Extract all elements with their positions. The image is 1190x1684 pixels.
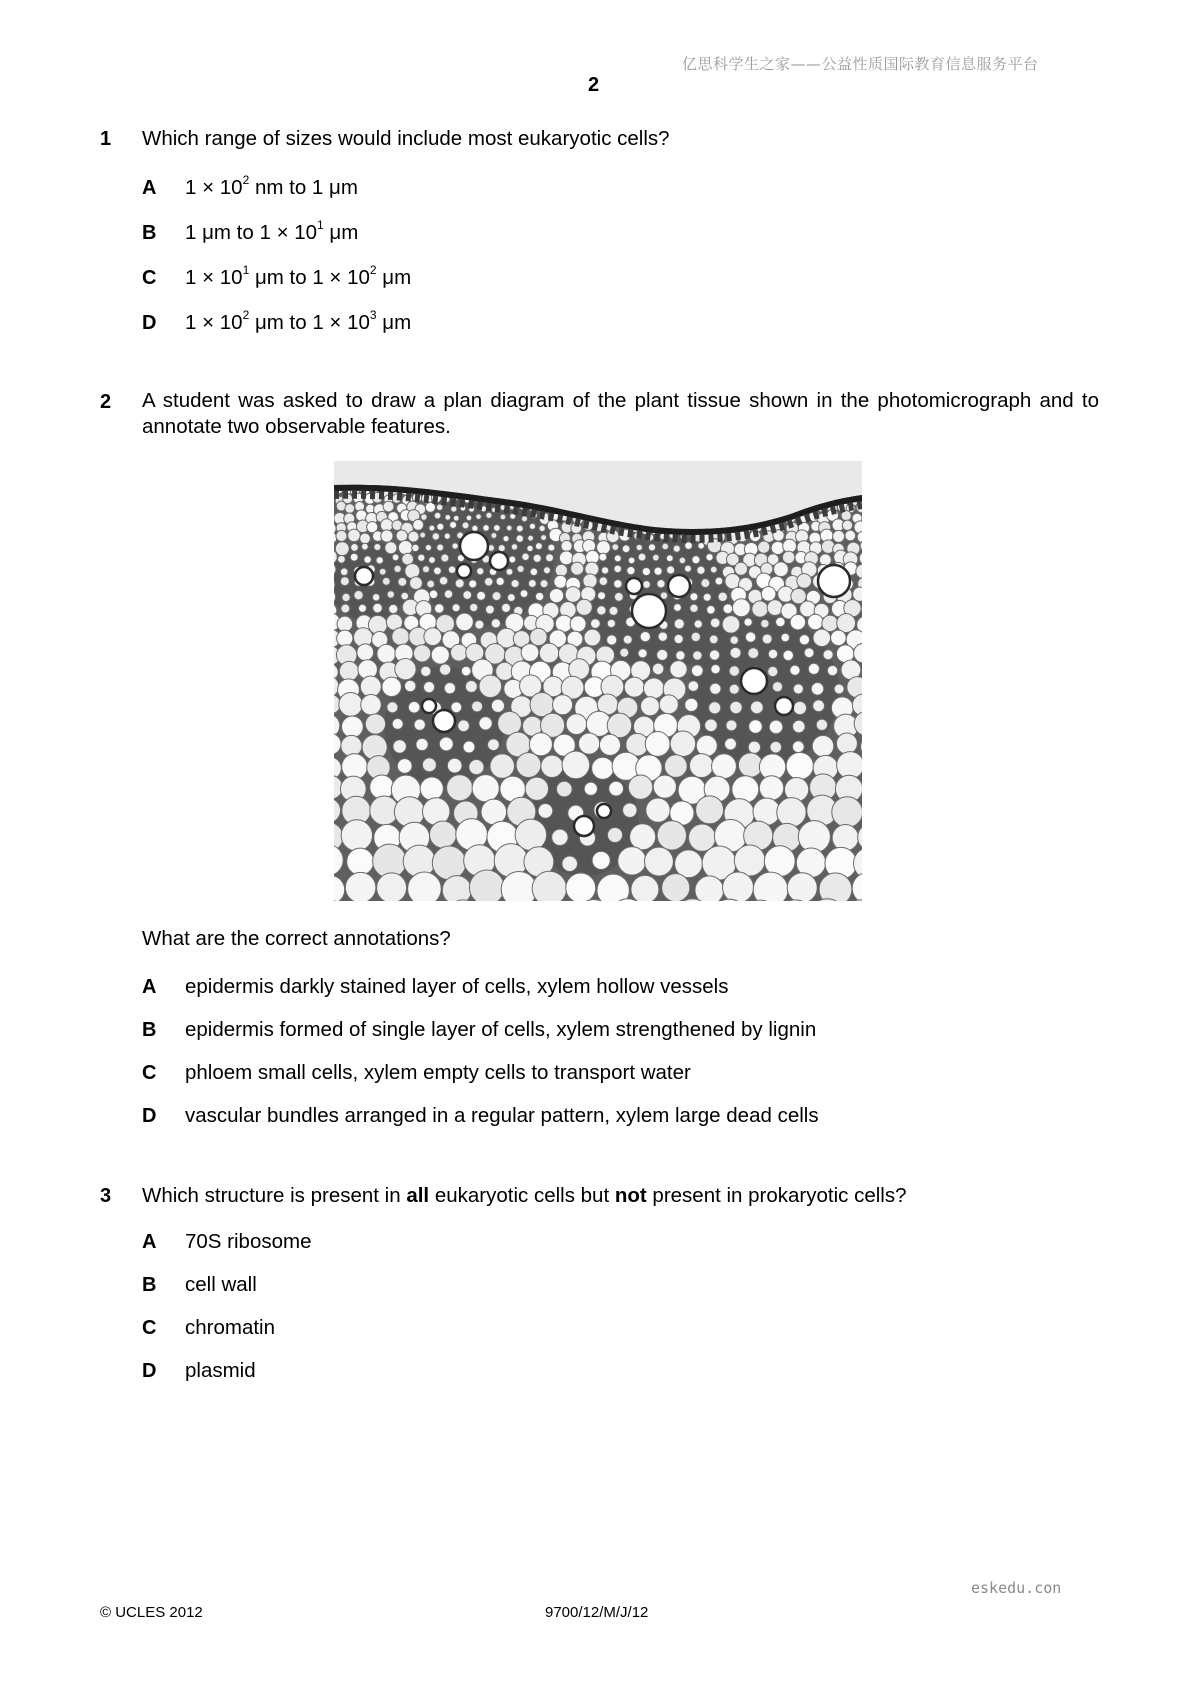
- option-text: vascular bundles arranged in a regular pattern, xylem large dead cells: [185, 1104, 819, 1127]
- option-text: 1 μm to $1 \times 10^1$ μm: [185, 218, 359, 244]
- option-letter: A: [142, 1231, 157, 1253]
- option-letter: C: [142, 267, 157, 289]
- option-letter: A: [142, 976, 157, 998]
- question-text: Which range of sizes would include most eukaryotic cells?: [142, 127, 670, 150]
- option-text: plasmid: [185, 1359, 256, 1382]
- question-prompt: What are the correct annotations?: [142, 927, 451, 950]
- footer-copyright: © UCLES 2012: [100, 1604, 203, 1621]
- option-text: epidermis formed of single layer of cells, xylem strengthened by lignin: [185, 1018, 817, 1041]
- option-text: $1 \times 10^2$ μm to $1 \times 10^3$ μm: [185, 308, 412, 334]
- plant-tissue-photomicrograph: [334, 461, 862, 901]
- page-number: 2: [588, 74, 600, 96]
- header-watermark: 亿思科学生之家——公益性质国际教育信息服务平台: [682, 55, 1039, 73]
- option-letter: C: [142, 1317, 157, 1339]
- option-text: 70S ribosome: [185, 1230, 312, 1253]
- question-number: 3: [100, 1185, 112, 1207]
- question-number: 2: [100, 391, 112, 413]
- option-letter: A: [142, 177, 157, 199]
- option-text: chromatin: [185, 1316, 276, 1339]
- question-text: A student was asked to draw a plan diagram of the plant tissue shown in the photomicrograph and to annotate two observable features.: [142, 389, 1099, 438]
- option-letter: D: [142, 1360, 157, 1382]
- option-text: epidermis darkly stained layer of cells, xylem hollow vessels: [185, 975, 729, 998]
- option-letter: B: [142, 222, 157, 244]
- option-text: $1 \times 10^2$ nm to 1 μm: [185, 173, 358, 199]
- footer-code: 9700/12/M/J/12: [545, 1604, 649, 1621]
- footer-watermark: eskedu.con: [971, 1579, 1062, 1597]
- option-letter: D: [142, 312, 157, 334]
- option-letter: D: [142, 1105, 157, 1127]
- option-letter: B: [142, 1019, 157, 1041]
- option-text: cell wall: [185, 1273, 257, 1296]
- option-text: phloem small cells, xylem empty cells to transport water: [185, 1061, 691, 1084]
- question-number: 1: [100, 128, 112, 150]
- photomicrograph-image: [334, 461, 862, 901]
- option-letter: B: [142, 1274, 157, 1296]
- option-letter: C: [142, 1062, 157, 1084]
- option-text: $1 \times 10^1$ μm to $1 \times 10^2$ μm: [185, 263, 412, 289]
- question-text: Which structure is present in all eukaryotic cells but not present in prokaryotic cells?: [142, 1184, 907, 1207]
